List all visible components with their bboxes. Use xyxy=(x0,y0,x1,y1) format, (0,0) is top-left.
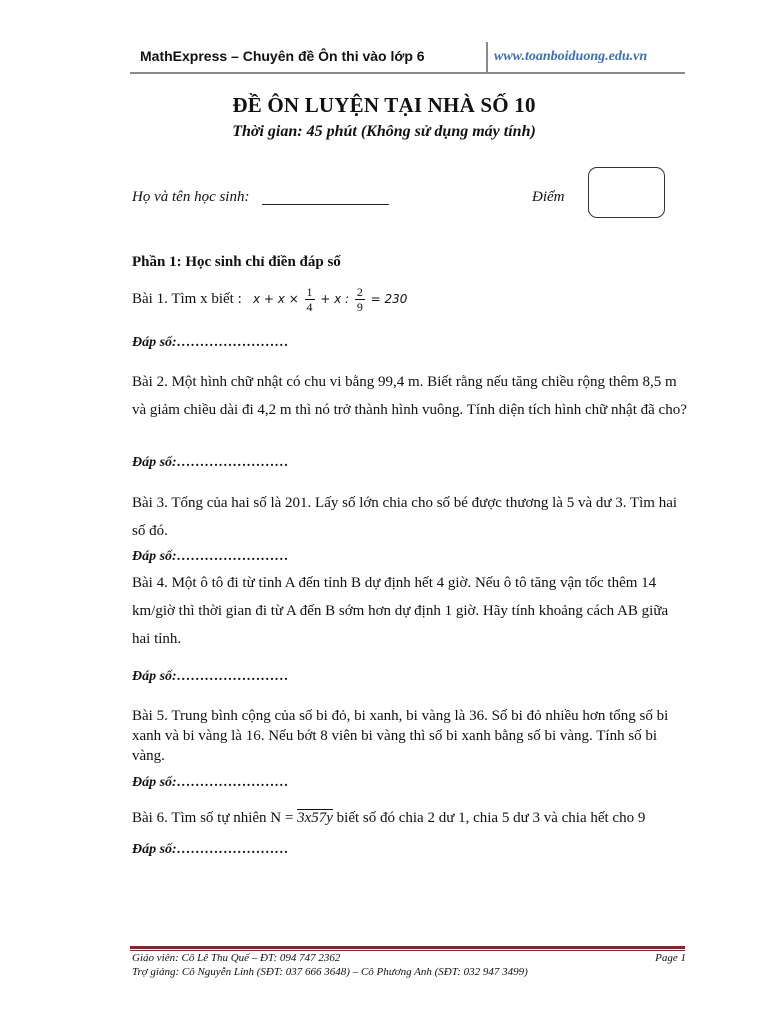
overlined-number: 3x57y xyxy=(297,810,333,826)
answer-blank-3: Đáp số:…………………… xyxy=(132,549,289,564)
page-number: Page 1 xyxy=(655,952,686,964)
problem-text: Tìm x biết : xyxy=(171,291,242,307)
header-website: www.toanboiduong.edu.vn xyxy=(494,49,648,64)
fraction-1-4 xyxy=(305,285,315,314)
problem-text: biết số đó chia 2 dư 1, chia 5 dư 3 và chia hết cho 9 xyxy=(336,810,646,826)
score-label: Điểm xyxy=(532,189,565,205)
equation-part: x + x × xyxy=(253,292,299,306)
problem-label: Bài 3. xyxy=(132,495,168,511)
answer-blank-2: Đáp số:…………………… xyxy=(132,455,289,470)
fraction-denominator: 9 xyxy=(356,300,363,315)
fraction-2-9 xyxy=(355,285,365,314)
footer-teacher: Giáo viên: Cô Lê Thu Quế – ĐT: 094 747 2362 xyxy=(132,952,341,964)
footer-rule xyxy=(130,946,685,949)
answer-blank-1: Đáp số:…………………… xyxy=(132,335,289,350)
answer-blank-5: Đáp số:…………………… xyxy=(132,775,289,790)
problem-text: Một ô tô đi từ tỉnh A đến tỉnh B dự định hết 4 giờ. Nếu ô tô tăng vận tốc thêm 14 km/giờ thì thời gian đi từ A đến B sớm hơn dự định 1 giờ. Hãy tính khoảng cách AB giữa hai tỉnh. xyxy=(132,575,669,647)
problem-label: Bài 5. xyxy=(132,708,168,724)
problem-5 xyxy=(132,706,688,766)
fraction-denominator: 4 xyxy=(306,300,313,315)
problem-label: Bài 4. xyxy=(132,575,168,591)
problem-6 xyxy=(132,804,688,832)
section-heading: Phần 1: Học sinh chỉ điền đáp số xyxy=(132,254,341,270)
problem-text: Trung bình cộng của số bi đỏ, bi xanh, bi vàng là 36. Số bi đỏ nhiều hơn tổng số bi xanh và bi vàng là 16. Nếu bớt 8 viên bi vàng thì số bi xanh bằng số bi vàng. Tính số bi vàng. xyxy=(132,708,669,764)
header-divider xyxy=(486,42,488,72)
problem-4 xyxy=(132,569,688,653)
footer-rule-thin xyxy=(130,950,685,951)
equation-part: + x : xyxy=(320,292,350,306)
page-title: ĐỀ ÔN LUYỆN TẠI NHÀ SỐ 10 xyxy=(232,93,536,117)
header-title: MathExpress – Chuyên đề Ôn thi vào lớp 6 xyxy=(140,48,425,64)
problem-3 xyxy=(132,489,688,545)
problem-1 xyxy=(132,285,688,314)
student-name-label: Họ và tên học sinh: xyxy=(132,189,250,205)
problem-label: Bài 2. xyxy=(132,374,168,390)
student-name-field xyxy=(262,204,389,205)
problem-2 xyxy=(132,368,688,424)
problem-text: Một hình chữ nhật có chu vi bằng 99,4 m. Biết rằng nếu tăng chiều rộng thêm 8,5 m và giảm chiều dài đi 4,2 m thì nó trở thành hình vuông. Tính diện tích hình chữ nhật đã cho? xyxy=(132,374,687,418)
answer-blank-6: Đáp số:…………………… xyxy=(132,842,289,857)
problem-text: Tổng của hai số là 201. Lấy số lớn chia cho số bé được thương là 5 và dư 3. Tìm hai số đó. xyxy=(132,495,678,539)
fraction-numerator: 2 xyxy=(356,285,363,300)
header-rule xyxy=(130,72,685,74)
answer-blank-4: Đáp số:…………………… xyxy=(132,669,289,684)
footer-assistants: Trợ giảng: Cô Nguyễn Linh (SĐT: 037 666 3648) – Cô Phương Anh (SĐT: 032 947 3499) xyxy=(132,966,528,978)
score-box xyxy=(588,167,665,218)
equation-part: = 230 xyxy=(370,292,408,306)
problem-text: Tìm số tự nhiên N = xyxy=(171,810,294,826)
fraction-numerator: 1 xyxy=(306,285,313,300)
problem-label: Bài 6. xyxy=(132,810,168,826)
problem-label: Bài 1. xyxy=(132,291,168,307)
page-subtitle: Thời gian: 45 phút (Không sử dụng máy tính) xyxy=(232,123,536,140)
